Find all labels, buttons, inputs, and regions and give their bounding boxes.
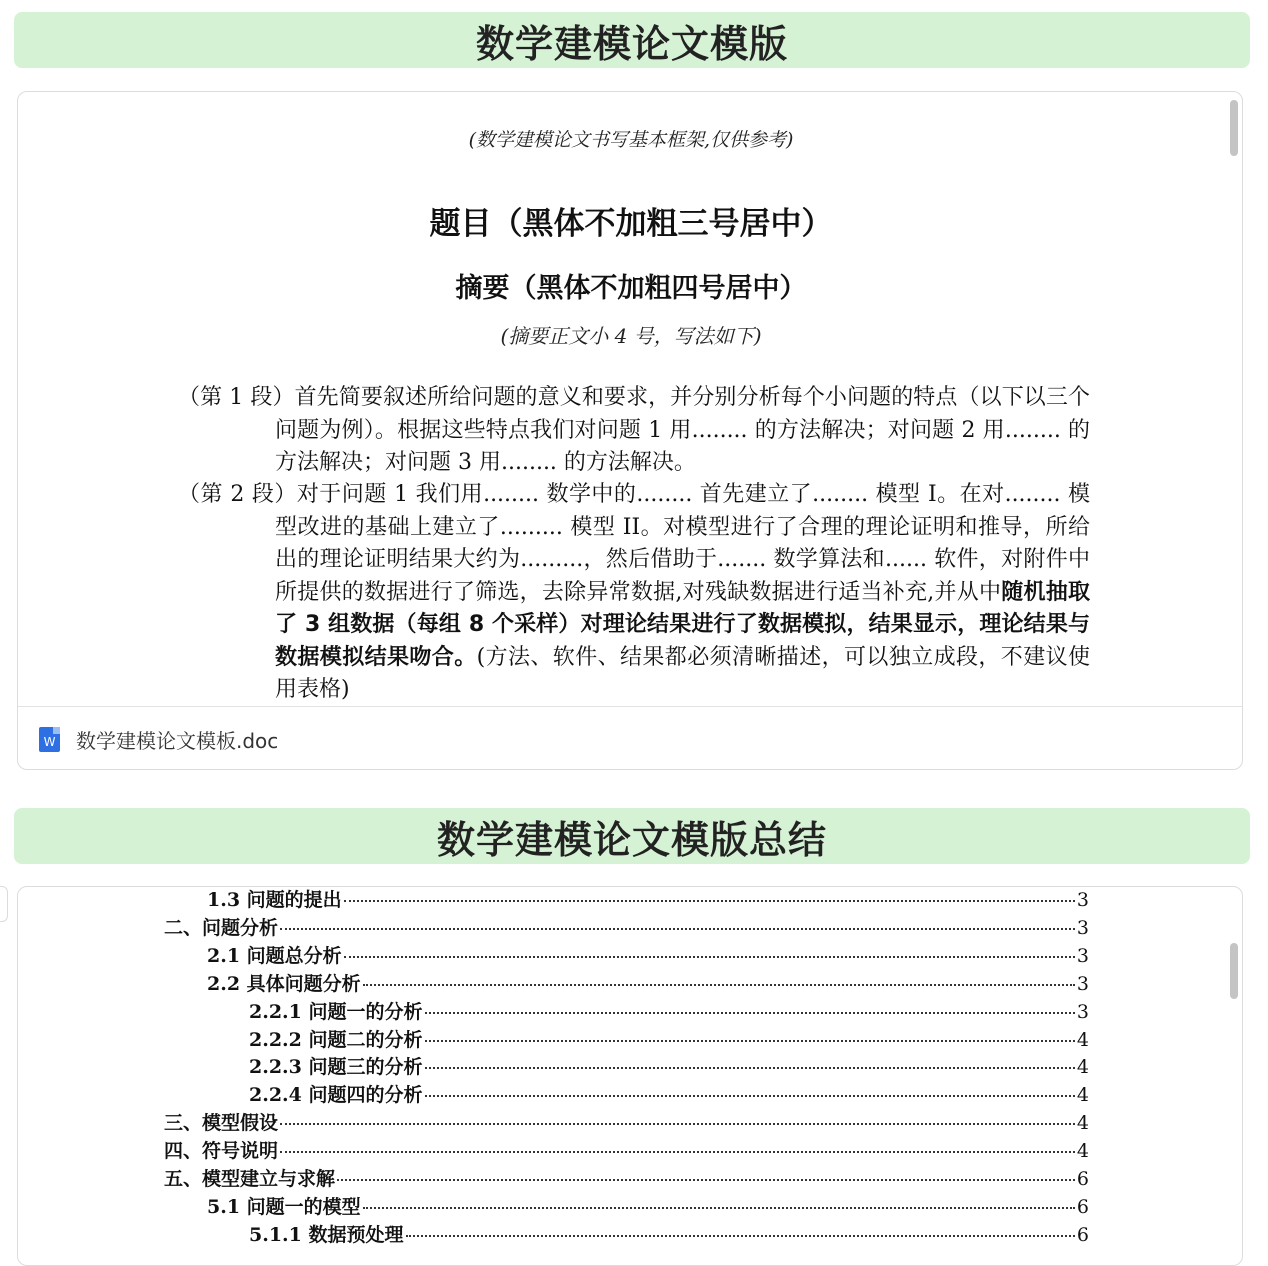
- toc-entry-label: [249, 1025, 423, 1052]
- toc-entry-label: [207, 969, 361, 996]
- toc-entry-text: 问题二的分析: [301, 1028, 423, 1051]
- toc-page-number: 3: [1076, 972, 1089, 995]
- abstract-paragraph-2: [178, 479, 1090, 706]
- paragraph-2-text: （第 2 段）对于问题 1 我们用........ 数学中的........ 首先建立了........ 模型 I。在对........ 模型改进的基础上建立了......... 模型 II。对模型进行了合理的理论证明和推导，所给出的理论证明结果大约为.........，然后借助于....... 数学算法和...... 软件，对附件中所提供的数据进行了筛选，去除异常数据,对残缺数据进行适当补充,并从中: [178, 482, 1090, 605]
- toc-page-number: 4: [1076, 1084, 1089, 1107]
- toc-entry[interactable]: [249, 997, 1089, 1025]
- toc-page-number: 4: [1076, 1028, 1089, 1051]
- toc-entry-number: 2.1: [207, 944, 241, 967]
- framework-note: (数学建模论文书写基本框架,仅供参考): [468, 129, 794, 151]
- toc-page-number: 6: [1076, 1195, 1089, 1218]
- toc-leader-dots: [406, 1235, 1075, 1237]
- toc-page-number: 6: [1076, 1168, 1089, 1190]
- section-title-template: 数学建模论文模版: [14, 12, 1250, 68]
- toc-entry-text: 问题一的分析: [301, 1000, 423, 1023]
- toc-entry-label: [249, 1052, 423, 1079]
- section-title-summary: 数学建模论文模版总结: [14, 808, 1250, 864]
- paragraph-2-tail: (方法、软件、结果都必须清晰描述，可以独立成段，不建议使用表格): [275, 644, 1090, 702]
- toc-entry-text: 二、问题分析: [164, 916, 279, 939]
- toc-entry-label: [207, 886, 342, 912]
- toc-page-number: 4: [1076, 1140, 1089, 1163]
- toc-entry-text: 三、模型假设: [164, 1112, 279, 1135]
- toc-page-number: 4: [1076, 1112, 1089, 1135]
- toc-leader-dots: [280, 1151, 1075, 1153]
- toc-leader-dots: [280, 1123, 1075, 1125]
- document-preview-card[interactable]: [17, 91, 1243, 770]
- toc-leader-dots: [344, 900, 1075, 902]
- toc-page-number: 3: [1076, 1000, 1089, 1023]
- toc-entry-label: [164, 913, 278, 940]
- toc-entry[interactable]: [164, 1108, 1089, 1136]
- toc-entry-number: 5.1: [207, 1195, 241, 1218]
- toc-leader-dots: [425, 1012, 1075, 1014]
- toc-entry[interactable]: [249, 1080, 1089, 1108]
- paragraph-2-bold-text: 随机抽取了 3 组数据（每组 8 个采样）对理论结果进行了数据模拟，结果显示，理论结果与数据模拟结果吻合。: [275, 579, 1090, 670]
- toc-entry-text: 具体问题分析: [240, 972, 361, 995]
- document-page: [18, 92, 1243, 706]
- table-of-contents: [18, 887, 1243, 1266]
- paper-title-placeholder: 题目（黑体不加粗三号居中）: [429, 206, 833, 242]
- toc-entry-text: 数据预处理: [301, 1223, 404, 1246]
- toc-entry[interactable]: [249, 1052, 1089, 1080]
- toc-entry-number: 2.2.3: [249, 1056, 302, 1079]
- toc-entry[interactable]: [164, 1164, 1089, 1192]
- toc-entry-text: 四、符号说明: [164, 1140, 279, 1163]
- toc-leader-dots: [425, 1040, 1075, 1042]
- toc-entry-label: [164, 1164, 335, 1191]
- toc-leader-dots: [363, 984, 1075, 986]
- toc-entry-text: 问题一的模型: [240, 1195, 361, 1218]
- toc-entry-number: 2.2: [207, 972, 241, 995]
- toc-entry[interactable]: [207, 886, 1089, 913]
- side-handle[interactable]: [0, 886, 8, 922]
- toc-entry[interactable]: [164, 913, 1089, 941]
- toc-entry-number: 5.1.1: [249, 1223, 302, 1246]
- toc-entry[interactable]: [249, 1220, 1089, 1248]
- toc-entry-label: [164, 1136, 278, 1163]
- toc-entry-text: 问题的提出: [240, 889, 342, 911]
- toc-entry-number: 2.2.1: [249, 1000, 302, 1023]
- toc-leader-dots: [363, 1207, 1075, 1209]
- abstract-heading: 摘要（黑体不加粗四号居中）: [455, 273, 807, 304]
- toc-entry[interactable]: [207, 969, 1089, 997]
- toc-entry[interactable]: [207, 941, 1089, 969]
- scrollbar-thumb[interactable]: [1230, 100, 1238, 156]
- toc-leader-dots: [337, 1179, 1075, 1181]
- toc-entry-number: 1.3: [207, 889, 241, 911]
- toc-leader-dots: [425, 1095, 1075, 1097]
- toc-page-number: 3: [1076, 944, 1089, 967]
- toc-entry-label: [249, 1220, 404, 1247]
- toc-entry-label: [249, 1080, 423, 1107]
- toc-leader-dots: [425, 1067, 1075, 1069]
- toc-preview-card[interactable]: [17, 886, 1243, 1266]
- scrollbar-thumb[interactable]: [1230, 943, 1238, 999]
- toc-entry[interactable]: [207, 1192, 1089, 1220]
- toc-page-number: 3: [1076, 916, 1089, 939]
- toc-leader-dots: [280, 928, 1075, 930]
- toc-leader-dots: [344, 956, 1075, 958]
- word-doc-icon: W: [39, 727, 60, 752]
- toc-entry-text: 问题三的分析: [301, 1056, 423, 1079]
- attachment-row[interactable]: [18, 706, 1243, 770]
- toc-entry-label: [249, 997, 423, 1024]
- toc-entry-label: [164, 1108, 278, 1135]
- toc-entry-text: 问题四的分析: [301, 1084, 423, 1107]
- toc-entry[interactable]: [164, 1136, 1089, 1164]
- abstract-note: (摘要正文小 4 号，写法如下): [500, 324, 762, 348]
- toc-entry-label: [207, 1192, 361, 1219]
- toc-entry-number: 2.2.4: [249, 1084, 302, 1107]
- toc-page-number: 6: [1076, 1223, 1089, 1246]
- toc-entry-text: 五、模型建立与求解: [164, 1168, 336, 1190]
- abstract-paragraph-1: （第 1 段）首先简要叙述所给问题的意义和要求，并分别分析每个小问题的特点（以下以三个问题为例）。根据这些特点我们对问题 1 用........ 的方法解决；对问题 2 用........ 的方法解决；对问题 3 用........ 的方法解决。: [178, 385, 1090, 475]
- toc-entry[interactable]: [249, 1025, 1089, 1053]
- attachment-filename[interactable]: 数学建模论文模板.doc: [76, 728, 279, 753]
- toc-entry-number: 2.2.2: [249, 1028, 302, 1051]
- toc-page-number: 3: [1076, 889, 1089, 911]
- toc-entry-text: 问题总分析: [240, 944, 342, 967]
- toc-entry-label: [207, 941, 342, 968]
- toc-page-number: 4: [1076, 1056, 1089, 1079]
